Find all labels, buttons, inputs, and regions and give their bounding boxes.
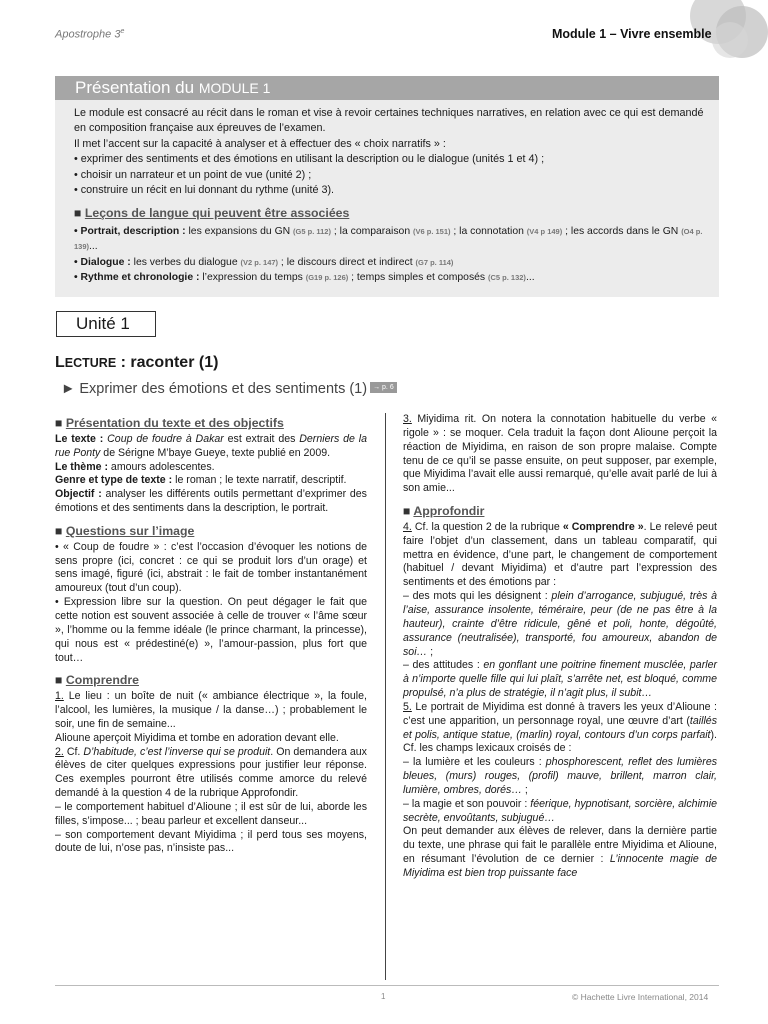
- approfondir-5b: – la magie et son pouvoir : féerique, hypnotisant, sorcière, alchimie secrète, envoûtants, subjugué…: [403, 797, 717, 824]
- column-divider: [385, 413, 386, 980]
- left-column: [55, 413, 367, 856]
- square-bullet-icon: ■: [74, 206, 85, 220]
- section-title-presentation: ■ Présentation du texte et des objectifs: [55, 416, 284, 430]
- lecture-heading: LECTURE : raconter (1): [55, 354, 219, 371]
- section-title-image: ■ Questions sur l’image: [55, 523, 195, 538]
- presentation-body: Le module est consacré au récit dans le roman et vise à revoir certaines techniques narratives, en relation avec ce qui est demandé en composition française aux épreuves de l’examen. Il met l’accent sur la capacité à analyser et à effectuer des « choix narratifs » : • exprimer des sentiments et des émotions en utilisant la description ou le dialogue (unités 1 et 4) ; • choisir un narrateur et un point de vue (unité 2) ; • construire un récit en lui donnant du rythme (unité 3).: [74, 107, 704, 197]
- approfondir-5a: – la lumière et les couleurs : phosphorescent, reflet des lumières bleues, (murs) rouges, (profil) mauve, brillent, marron clair, lumière, ombres, dorés… ;: [403, 756, 718, 796]
- theme-paragraph: Le thème : amours adolescentes.: [55, 460, 215, 473]
- comprendre-2c: – son comportement devant Miyidima ; il perd tous ses moyens, doute de lui, n’ose pas, n’insiste pas...: [55, 828, 367, 855]
- presentation-title: Présentation du MODULE 1: [55, 76, 719, 100]
- header-book-title: Apostrophe 3e: [55, 28, 125, 41]
- lecons-title: ■ Leçons de langue qui peuvent être associées: [74, 206, 350, 220]
- header-module-title: Module 1 – Vivre ensemble: [552, 27, 712, 41]
- comprendre-2: 2. Cf. D’habitude, c’est l’inverse qui se produit. On demandera aux élèves de citer quelques expressions pour justifier leur réponse. Ces exemples pourront être utilisés comme amorce du relevé demandé à la question 4 de la rubrique Approfondir.: [55, 745, 367, 800]
- right-column: [403, 413, 717, 881]
- square-bullet-icon: ■: [403, 504, 414, 519]
- comprendre-2b: – le comportement habituel d’Alioune ; il est sûr de lui, aborde les filles, s’impose... ; beau parleur et excellent danseur...: [55, 800, 367, 827]
- square-bullet-icon: ■: [55, 523, 66, 538]
- square-bullet-icon: ■: [55, 673, 66, 688]
- objectif-paragraph: Objectif : analyser les différents outils permettant d’exprimer des émotions et des sentiments dans la description, le portrait.: [55, 488, 367, 515]
- approfondir-5c: On peut demander aux élèves de relever, dans la dernière partie du texte, une phrase qui fait le parallèle entre Miyidima et Alioune, en résumant l’évolution de ce dernier : L’innocente magie de Miyidima est bien trop puissante face: [403, 825, 717, 879]
- unit-title: Unité 1: [56, 311, 156, 337]
- image-question-2: • Expression libre sur la question. On peut dégager le fait que cette notion est souvent associée à celle de trouver « l’âme sœur », l’homme ou la femme idéale (le prince charmant, la princesse), qui nous est « prédestiné(e) », l’amour-passion, plus fort que tout…: [55, 596, 367, 664]
- lecons-list: • Portrait, description : les expansions du GN (G5 p. 112) ; la comparaison (V6 p. 151) ; la connotation (V4 p 149) ; les accords dans le GN (O4 p. 139)... • Dialogue : les verbes du dialogue (V2 p. 147) ; le discours direct et indirect (G7 p. 114) • Rythme et chronologie : l’expression du temps (G19 p. 126) ; temps simples et composés (C5 p. 132)...: [74, 226, 703, 284]
- page-number: 1: [381, 992, 386, 1001]
- approfondir-4: 4. Cf. la question 2 de la rubrique « Comprendre ». Le relevé peut faire l’objet d’un classement, dans un tableau comparatif, qui mettra en évidence, d’une part, le changement de comportement (habituel / devant Miyidima) et d’autre part l’expression des sentiments et des émotions par :: [403, 520, 717, 589]
- page-reference-badge: → p. 6: [370, 382, 397, 393]
- genre-paragraph: Genre et type de texte : le roman ; le texte narratif, descriptif.: [55, 474, 347, 487]
- image-question-1: • « Coup de foudre » : c’est l’occasion d’évoquer les notions de sens propre (ici, concret : ce qui se produit lors d’un orage) et sens imagé, figuré (ici, abstrait : le fait de tomber instantanément amoureux (tout d’un coup).: [55, 540, 367, 595]
- approfondir-5: 5. Le portrait de Miyidima est donné à travers les yeux d’Alioune : c’est une apparition, un personnage royal, une œuvre d’art (taillés et polis, antique statue, (marlin) royal, contours d’un corps parfait). Cf. les champs lexicaux croisés de :: [403, 700, 717, 755]
- comprendre-1b: Alioune aperçoit Miyidima et tombe en adoration devant elle.: [55, 731, 339, 744]
- texte-paragraph: Le texte : Coup de foudre à Dakar est extrait des Derniers de la rue Ponty de Sérigne M’baye Gueye, texte publié en 2009.: [55, 432, 367, 459]
- section-title-comprendre: ■ Comprendre: [55, 673, 139, 688]
- lesson-subtitle: ► Exprimer des émotions et des sentiments (1) → p. 6: [61, 381, 397, 397]
- approfondir-4a: – des mots qui les désignent : plein d’arrogance, subjugué, très à l’aise, assurance insolente, téméraire, peur (de ne pas être à la hauteur), crainte d’être ridicule, gêné et poli, honte, dégoûté, assurance (neutralisée), transporté, fou amoureux, abandon de soi… ;: [403, 590, 717, 658]
- comprendre-3: 3. Miyidima rit. On notera la connotation habituelle du verbe « rigole » : se moquer. Cela traduit la façon dont Alioune perçoit la réaction de Miyidima, en raison de son propre malaise. Compte tenu de ce qu’il se passe ensuite, on peut supposer, par exemple, que Miyidima l’avait elle aussi remarqué, qu’elle avait parlé de lui à son amie...: [403, 413, 717, 495]
- section-title-approfondir: ■ Approfondir: [403, 504, 485, 519]
- approfondir-4b: – des attitudes : en gonflant une poitrine finement musclée, parler à n’importe quelle fille qui lui plaît, s’arrête net, est bloqué, comme propulsé, n’a plus de stratégie, il n’agit plus, il subit…: [403, 659, 717, 700]
- footer-rule: [55, 985, 719, 986]
- copyright: © Hachette Livre International, 2014: [572, 992, 709, 1002]
- comprendre-1: 1. Le lieu : un boîte de nuit (« ambiance électrique », la foule, l’alcool, les lumières, la musique / la danse…) ; probablement le soir, une fin de semaine...: [55, 690, 367, 730]
- square-bullet-icon: ■: [55, 416, 66, 430]
